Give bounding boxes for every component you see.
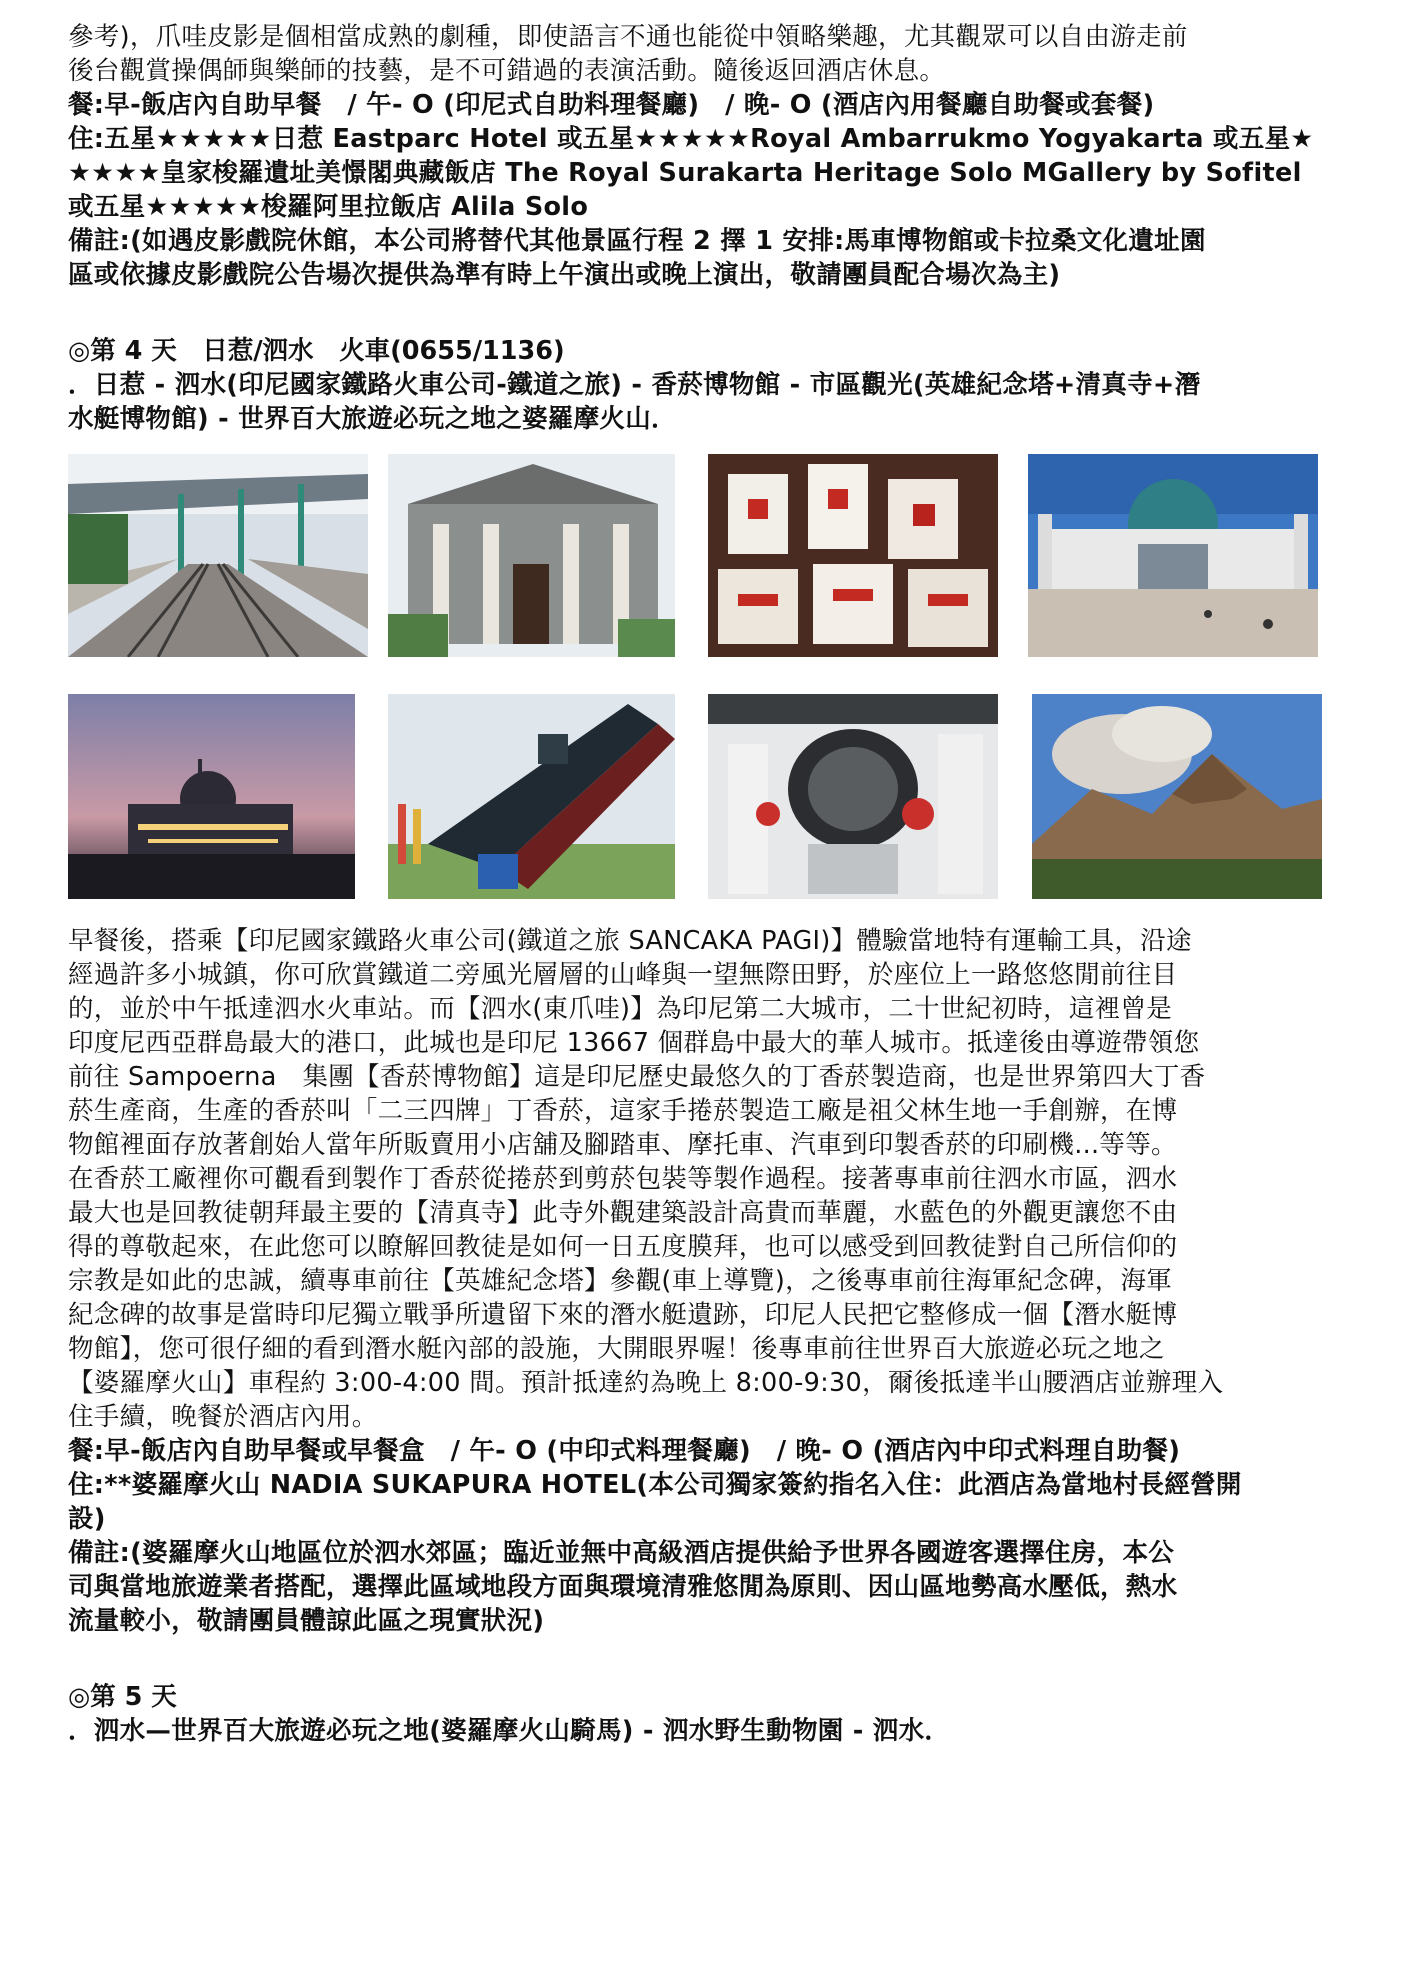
- day4-body-line: 物館】，您可很仔細的看到潛水艇內部的設施，大開眼界喔！後專車前往世界百大旅遊必玩之地之: [68, 1334, 1165, 1364]
- railway-building-photo: [388, 454, 675, 657]
- day5-route: ．泗水—世界百大旅遊必玩之地(婆羅摩火山騎馬) - 泗水野生動物園 - 泗水．: [68, 1716, 951, 1746]
- day5-header: ◎第 5 天: [68, 1682, 177, 1712]
- day3-remarks-line: 備註:(如遇皮影戲院休館，本公司將替代其他景區行程 2 擇 1 安排:馬車博物館或卡拉桑文化遺址園: [68, 226, 1206, 256]
- day3-hotel-line: 或五星★★★★★梭羅阿里拉飯店 Alila Solo: [68, 192, 589, 222]
- day4-remarks-line: 備註:(婆羅摩火山地區位於泗水郊區；臨近並無中高級酒店提供給予世界各國遊客選擇住房，本公: [68, 1538, 1175, 1568]
- day4-remarks-line: 司與當地旅遊業者搭配，選擇此區域地段方面與環境清雅悠閒為原則、因山區地勢高水壓低，熱水: [68, 1572, 1178, 1602]
- photo-gallery: [68, 454, 1338, 906]
- day3-remarks-line: 區或依據皮影戲院公告場次提供為準有時上午演出或晚上演出，敬請團員配合場次為主): [68, 260, 1061, 290]
- day4-remarks-line: 流量較小，敬請團員體諒此區之現實狀況): [68, 1606, 545, 1636]
- day4-body-line: 在香菸工廠裡你可觀看到製作丁香菸從捲菸到剪菸包裝等製作過程。接著專車前往泗水市區，泗水: [68, 1164, 1178, 1194]
- bromo-volcano-photo: [1032, 694, 1322, 899]
- day4-route-line: ．日惹 - 泗水(印尼國家鐵路火車公司-鐵道之旅) - 香菸博物館 - 市區觀光(英雄紀念塔+清真寺+潛: [68, 370, 1201, 400]
- day4-body-line: 住手續，晚餐於酒店內用。: [68, 1402, 378, 1432]
- day4-body-line: 【婆羅摩火山】車程約 3:00-4:00 間。預計抵達約為晚上 8:00-9:30，爾後抵達半山腰酒店並辦理入: [68, 1368, 1224, 1398]
- day3-intro-line: 後台觀賞操偶師與樂師的技藝，是不可錯過的表演活動。隨後返回酒店休息。: [68, 56, 946, 86]
- day3-hotel-line: 住:五星★★★★★日惹 Eastparc Hotel 或五星★★★★★Royal Ambarrukmo Yogyakarta 或五星★: [68, 124, 1314, 154]
- day4-body-line: 得的尊敬起來，在此您可以瞭解回教徒是如何一日五度膜拜，也可以感受到回教徒對自己所信仰的: [68, 1232, 1178, 1262]
- day3-hotel-line: ★★★★皇家梭羅遺址美憬閣典藏飯店 The Royal Surakarta Heritage Solo MGallery by Sofitel: [68, 158, 1302, 188]
- cigarette-packs-photo: [708, 454, 998, 657]
- itinerary-page: [68, 20, 1338, 1748]
- day4-body-line: 的，並於中午抵達泗水火車站。而【泗水(東爪哇)】為印尼第二大城市，二十世紀初時，這裡曾是: [68, 994, 1173, 1024]
- day4-header: ◎第 4 天 日惹/泗水 火車(0655/1136): [68, 336, 565, 366]
- submarine-interior-photo: [708, 694, 998, 899]
- day4-body-line: 紀念碑的故事是當時印尼獨立戰爭所遺留下來的潛水艇遺跡，印尼人民把它整修成一個【潛水艇博: [68, 1300, 1178, 1330]
- day4-body-line: 物館裡面存放著創始人當年所販賣用小店舖及腳踏車、摩托車、汽車到印製香菸的印刷機...等等。: [68, 1130, 1177, 1160]
- day4-body-line: 宗教是如此的忠誠，續專車前往【英雄紀念塔】參觀(車上導覽)，之後專車前往海軍紀念碑，海軍: [68, 1266, 1173, 1296]
- day4-body-line: 經過許多小城鎮，你可欣賞鐵道二旁風光層層的山峰與一望無際田野，於座位上一路悠悠閒前往目: [68, 960, 1178, 990]
- mosque-photo: [1028, 454, 1318, 657]
- day3-meals: 餐:早-飯店內自助早餐 / 午- O (印尼式自助料理餐廳) / 晚- O (酒店內用餐廳自助餐或套餐): [68, 90, 1155, 120]
- day4-hotel-line: 設): [68, 1504, 106, 1534]
- day4-body-line: 印度尼西亞群島最大的港口，此城也是印尼 13667 個群島中最大的華人城市。抵達後由導遊帶領您: [68, 1028, 1200, 1058]
- day4-body-line: 早餐後，搭乘【印尼國家鐵路火車公司(鐵道之旅 SANCAKA PAGI)】體驗當地特有運輸工具，沿途: [68, 926, 1192, 956]
- mosque-dusk-photo: [68, 694, 355, 899]
- submarine-photo: [388, 694, 675, 899]
- day4-hotel-line: 住:**婆羅摩火山 NADIA SUKAPURA HOTEL(本公司獨家簽約指名入住：此酒店為當地村長經營開: [68, 1470, 1242, 1500]
- day4-body-line: 前往 Sampoerna 集團【香菸博物館】這是印尼歷史最悠久的丁香菸製造商，也是世界第四大丁香: [68, 1062, 1206, 1092]
- day3-intro-line: 參考)，爪哇皮影是個相當成熟的劇種，即使語言不通也能從中領略樂趣，尤其觀眾可以自由游走前: [68, 22, 1188, 52]
- day4-meals: 餐:早-飯店內自助早餐或早餐盒 / 午- O (中印式料理餐廳) / 晚- O (酒店內中印式料理自助餐): [68, 1436, 1181, 1466]
- day4-body-line: 菸生產商，生產的香菸叫「二三四牌」丁香菸，這家手捲菸製造工廠是祖父林生地一手創辦，在博: [68, 1096, 1178, 1126]
- day4-body-line: 最大也是回教徒朝拜最主要的【清真寺】此寺外觀建築設計高貴而華麗，水藍色的外觀更讓您不由: [68, 1198, 1178, 1228]
- train-station-photo: [68, 454, 368, 657]
- day4-route-line: 水艇博物館) - 世界百大旅遊必玩之地之婆羅摩火山．: [68, 404, 677, 434]
